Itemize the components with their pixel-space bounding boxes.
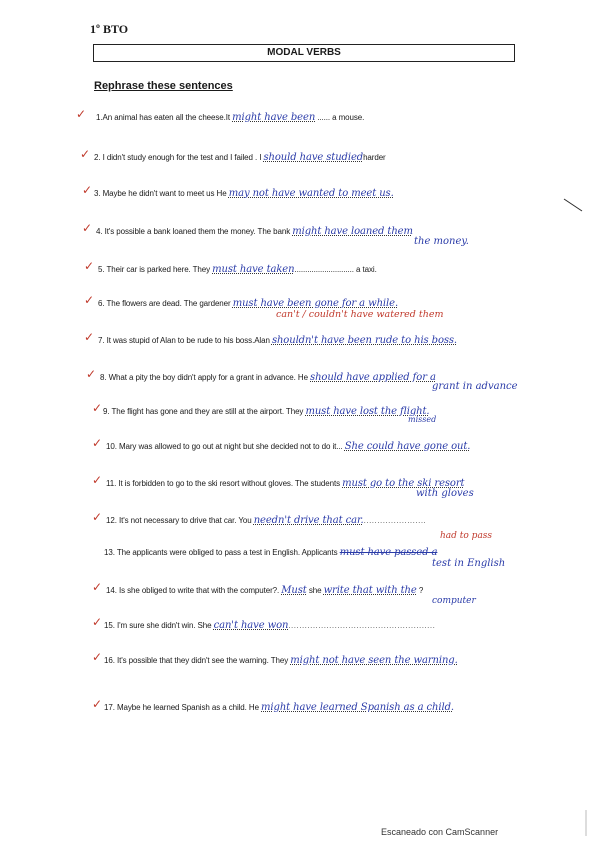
exercise-item [104,655,458,666]
check-mark-icon: ✓ [84,293,95,307]
item-prompt: The applicants were obliged to pass a test in English. Applicants [116,548,338,557]
check-mark-icon: ✓ [92,580,103,594]
answer-handwritten-continued: the money. [414,236,469,247]
item-prompt: Maybe he didn't want to meet us He [102,189,227,198]
exercise-item [98,335,457,346]
item-trail: ............................ a taxi. [294,265,377,274]
item-number: 4. [96,227,103,236]
exercise-item [106,478,464,489]
answer-correction-word: missed [408,415,437,424]
item-number: 16. [104,656,115,665]
check-mark-icon: ✓ [86,367,97,381]
exercise-item [106,441,470,452]
page-edge-mark-icon [581,808,591,838]
item-trail: ...... a mouse. [317,113,365,122]
exercise-item [106,515,426,526]
exercise-item [98,264,377,275]
page-title-box [93,44,515,62]
item-prompt: I didn't study enough for the test and I failed . I [102,153,262,162]
check-mark-icon: ✓ [82,221,93,235]
exercise-item [106,585,423,596]
answer-handwritten: should have applied for a [310,372,436,383]
answer-handwritten: might have learned Spanish as a child. [261,702,454,713]
exercise-item [104,547,437,558]
answer-handwritten: needn't drive that car. [253,515,364,526]
exercise-item [103,406,430,417]
answer-handwritten: should have studied [263,152,364,163]
exercise-item [96,112,364,123]
item-prompt: It's not necessary to drive that car. You [118,516,252,525]
answer-handwritten-continued: computer [432,596,476,606]
item-prompt: Is she obliged to write that with the computer?. [118,586,280,595]
teacher-correction: had to pass [440,531,493,541]
answer-handwritten: might have been [232,112,316,123]
item-number: 8. [100,373,107,382]
item-number: 12. [106,516,117,525]
exercise-item [94,188,394,199]
item-number: 2. [94,153,101,162]
answer-handwritten: write that with the [323,585,417,596]
answer-handwritten: Must [281,585,307,596]
item-trail: ....................... [363,516,427,525]
item-number: 15. [104,621,115,630]
teacher-correction: can't / couldn't have watered them [276,309,444,320]
item-prompt: What a pity the boy didn't apply for a grant in advance. He [108,373,308,382]
item-number: 5. [98,265,105,274]
item-number: 3. [94,189,101,198]
check-mark-icon: ✓ [92,401,103,415]
item-prompt: I'm sure she didn't win. She [116,621,212,630]
item-prompt: Maybe he learned Spanish as a child. He [116,703,259,712]
check-mark-icon: ✓ [92,650,103,664]
check-mark-icon: ✓ [92,615,103,629]
item-trail: ...................................................... [288,621,436,630]
item-prompt: It's possible that they didn't see the warning. They [116,656,289,665]
answer-handwritten: might have loaned them [292,226,413,237]
answer-handwritten-continued: test in English [432,558,506,569]
item-prompt: Their car is parked here. They [106,265,211,274]
check-mark-icon: ✓ [76,107,87,121]
answer-handwritten-continued: grant in advance [432,381,518,392]
item-number: 6. [98,299,105,308]
answer-handwritten-continued: with gloves [416,488,474,499]
exercise-item [100,372,436,383]
answer-handwritten: might not have seen the warning. [290,655,458,666]
scanner-watermark: Escaneado con CamScanner [381,827,499,837]
item-prompt: The flight has gone and they are still at the airport. They [111,407,304,416]
answer-handwritten: must have lost the flight. [305,406,430,417]
exercise-item [104,702,454,713]
answer-handwritten: can't have won [213,620,289,631]
pen-mark-icon [560,195,590,215]
answer-handwritten: may not have wanted to meet us. [228,188,394,199]
item-number: 13. [104,548,115,557]
exercise-item [96,226,413,237]
item-prompt-middle: she [308,586,322,595]
item-prompt: It was stupid of Alan to be rude to his boss.Alan [106,336,270,345]
exercise-item [104,620,435,631]
answer-handwritten: must go to the ski resort [342,478,465,489]
page-title: MODAL VERBS [267,47,341,58]
check-mark-icon: ✓ [82,183,93,197]
item-number: 1. [96,113,103,122]
item-trail: ? [418,586,424,595]
item-number: 11. [106,479,117,488]
item-number: 9. [103,407,110,416]
item-trail: harder [363,153,386,162]
answer-handwritten: She could have gone out. [344,441,471,452]
check-mark-icon: ✓ [92,473,103,487]
answer-handwritten: must have passed a [339,547,438,558]
check-mark-icon: ✓ [92,510,103,524]
exercise-item [94,152,386,163]
answer-handwritten: must have taken [212,264,295,275]
section-heading: Rephrase these sentences [94,80,233,92]
item-prompt: It is forbidden to go to the ski resort without gloves. The students [118,479,340,488]
item-prompt: Mary was allowed to go out at night but she decided not to do it... [118,442,343,451]
item-number: 14. [106,586,117,595]
item-prompt: It's possible a bank loaned them the money. The bank [104,227,291,236]
answer-handwritten: shouldn't have been rude to his boss. [271,335,458,346]
check-mark-icon: ✓ [92,436,103,450]
item-prompt: The flowers are dead. The gardener [106,299,231,308]
class-level: 1º BTO [90,22,129,36]
item-number: 7. [98,336,105,345]
item-number: 10. [106,442,117,451]
exercise-item [98,298,398,309]
item-number: 17. [104,703,115,712]
item-prompt: An animal has eaten all the cheese.It [102,113,230,122]
check-mark-icon: ✓ [84,330,95,344]
check-mark-icon: ✓ [84,259,95,273]
answer-handwritten: must have been gone for a while. [232,298,399,309]
check-mark-icon: ✓ [80,147,91,161]
check-mark-icon: ✓ [92,697,103,711]
